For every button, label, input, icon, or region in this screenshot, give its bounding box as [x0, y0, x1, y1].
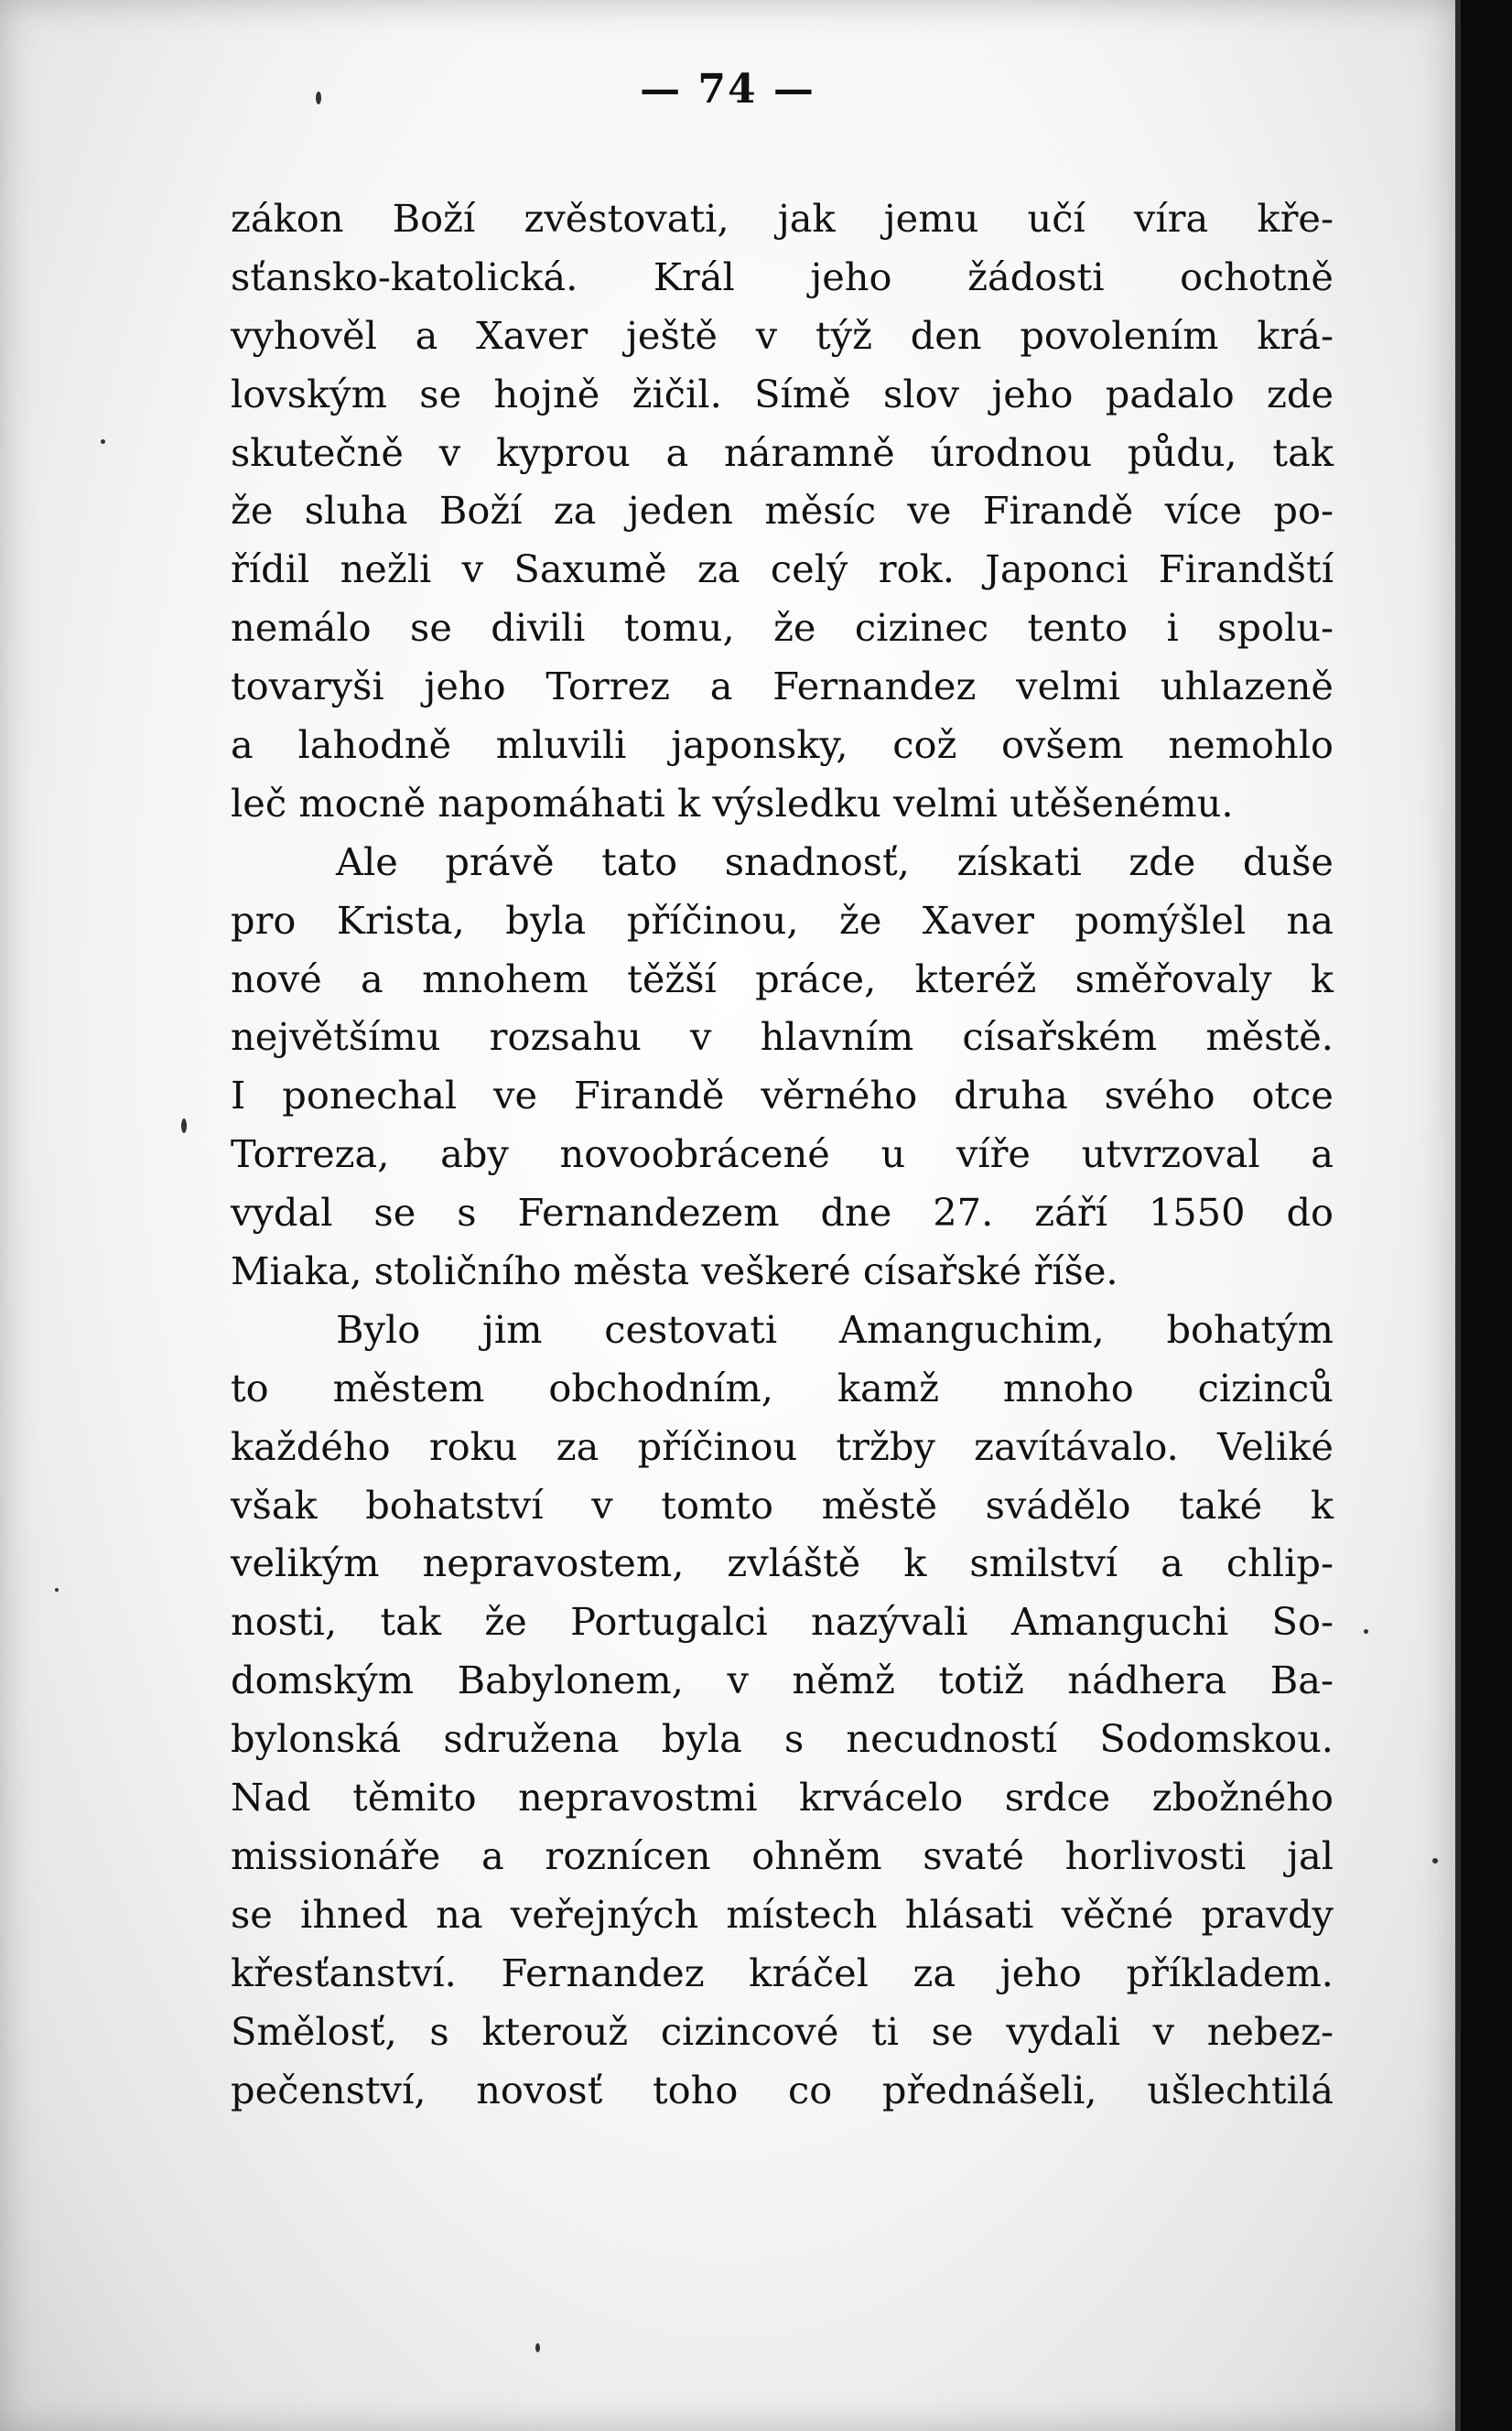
text-line: Torreza, aby novoobrácené u víře utvrzoval a: [231, 1131, 1334, 1177]
scan-border: [1455, 0, 1512, 2431]
text-line: však bohatství v tomto městě svádělo také k: [231, 1482, 1334, 1528]
text-line: zákon Boží zvěstovati, jak jemu učí víra kře-: [231, 196, 1334, 241]
text-line: Nad těmito nepravostmi krvácelo srdce zbožného: [231, 1775, 1334, 1821]
text-line: a lahodně mluvili japonsky, což ovšem nemohlo: [231, 722, 1334, 768]
text-line: to městem obchodním, kamž mnoho cizinců: [231, 1365, 1334, 1410]
text-line: Bylo jim cestovati Amanguchim, bohatým: [336, 1306, 1334, 1352]
text-line: domským Babylonem, v němž totiž nádhera Ba-: [231, 1658, 1334, 1703]
text-line: že sluha Boží za jeden měsíc ve Firandě více po-: [231, 488, 1334, 534]
text-line: sťansko-katolická. Král jeho žádosti ochotně: [231, 254, 1334, 299]
text-line: křesťanství. Fernandez kráčel za jeho příkladem.: [231, 1950, 1334, 1995]
page-number: — 74 —: [640, 66, 815, 113]
text-line: tovaryši jeho Torrez a Fernandez velmi uhlazeně: [231, 664, 1334, 709]
scan-speck: [55, 1588, 59, 1592]
text-line: pro Krista, byla příčinou, že Xaver pomýšlel na: [231, 897, 1334, 943]
text-line: nemálo se divili tomu, že cizinec tento i spolu-: [231, 605, 1334, 651]
scan-speck: [181, 1118, 187, 1133]
text-line: Smělosť, s kterouž cizincové ti se vydali v nebez-: [231, 2008, 1334, 2054]
text-line: Ale právě tato snadnosť, získati zde duše: [336, 838, 1334, 884]
text-line: nové a mnohem těžší práce, kteréž směřovaly k: [231, 956, 1334, 1001]
text-line: řídil nežli v Saxumě za celý rok. Japonci Firandští: [231, 546, 1334, 592]
scan-speck: [535, 2343, 540, 2352]
scan-speck: [1364, 1629, 1368, 1634]
scan-speck: [1432, 1858, 1438, 1864]
text-line: leč mocně napomáhati k výsledku velmi utěšenému.: [231, 780, 1234, 826]
text-line: každého roku za příčinou tržby zavítávalo. Veliké: [231, 1423, 1334, 1469]
text-line: vyhověl a Xaver ještě v týž den povolením krá-: [231, 312, 1334, 358]
scan-speck: [316, 92, 321, 104]
text-line: nosti, tak že Portugalci nazývali Amanguchi So-: [231, 1599, 1334, 1645]
text-line: Miaka, stoličního města veškeré císařské říše.: [231, 1248, 1118, 1294]
text-line: I ponechal ve Firandě věrného druha svého otce: [231, 1073, 1334, 1118]
text-line: vydal se s Fernandezem dne 27. září 1550 do: [231, 1190, 1334, 1236]
scan-speck: [101, 439, 105, 444]
text-line: bylonská sdružena byla s necudností Sodomskou.: [231, 1716, 1334, 1762]
body-text: [231, 189, 1334, 2119]
text-line: missionáře a roznícen ohněm svaté horlivosti jal: [231, 1832, 1334, 1878]
text-line: pečenství, novosť toho co přednášeli, ušlechtilá: [231, 2067, 1334, 2112]
text-line: lovským se hojně žičil. Símě slov jeho padalo zde: [231, 371, 1334, 416]
text-line: velikým nepravostem, zvláště k smilství a chlip-: [231, 1540, 1334, 1586]
text-line: největšímu rozsahu v hlavním císařském městě.: [231, 1014, 1334, 1060]
text-line: skutečně v kyprou a náramně úrodnou půdu, tak: [231, 429, 1334, 475]
text-line: se ihned na veřejných místech hlásati věčné pravdy: [231, 1891, 1334, 1937]
